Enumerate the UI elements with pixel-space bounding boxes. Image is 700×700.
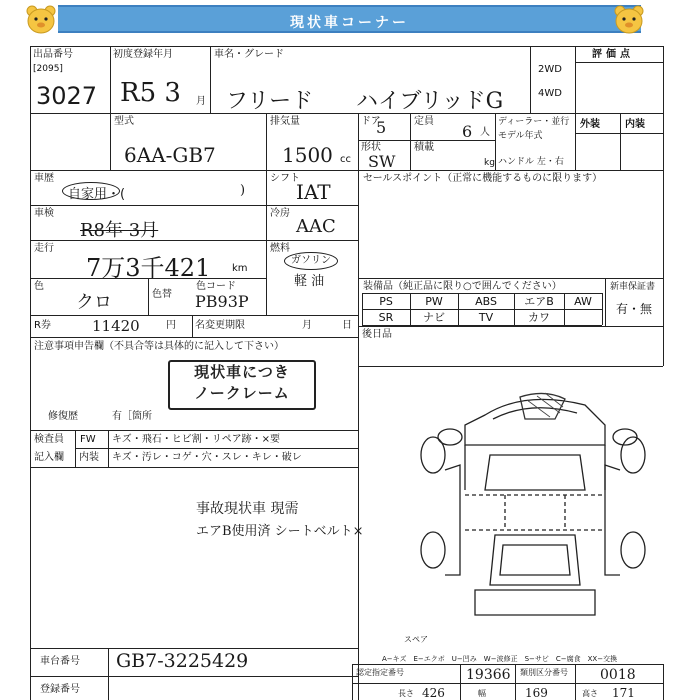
damage-legend: A−キズ E−エクボ U−凹み W−波修正 S−サビ C−腐食 XX−交換 — [382, 655, 618, 663]
recycle-value: 11420 — [92, 317, 140, 335]
reg-no-label: 登録番号 — [40, 684, 80, 695]
naiso-label: 内装 — [79, 452, 99, 463]
drive-4wd: 4WD — [538, 88, 562, 99]
drive-2wd: 2WD — [538, 64, 562, 75]
fw-label: FW — [80, 434, 96, 445]
history-close: ) — [240, 183, 246, 198]
handwritten-note-2: エアB使用済 シートベルト× — [196, 524, 364, 539]
lot-header-value: [2095] — [33, 64, 63, 74]
chassis-label: 車台番号 — [40, 656, 80, 667]
lot-no-label: 出品番号 — [33, 49, 73, 60]
model-value: フリード — [226, 89, 314, 114]
repair-value: 有［箇所 — [112, 411, 152, 422]
dealer-label: ディーラー・並行 — [498, 117, 570, 127]
sales-point-label: セールスポイント（正常に機能するものに限ります） — [363, 173, 603, 184]
color-code-value: PB93P — [195, 292, 249, 311]
doors-label: ドア — [361, 116, 381, 127]
warranty-label: 新車保証書 — [610, 282, 656, 292]
stamp-line2: ノークレーム — [194, 384, 290, 402]
recycle-label: R券 — [34, 320, 51, 331]
load-cap-label: 積載 — [414, 142, 434, 153]
body-shape-label: 形状 — [361, 142, 381, 153]
type-value: 6AA-GB7 — [124, 143, 216, 167]
body-shape-value: SW — [368, 152, 396, 171]
capacity-unit: 人 — [480, 127, 490, 138]
color-label: 色 — [34, 281, 44, 292]
handwritten-note-1: 事故現状車 現需 — [196, 501, 299, 517]
equipment-leather: カワ — [528, 311, 550, 324]
displacement-label: 排気量 — [270, 116, 300, 127]
car-damage-diagram — [405, 385, 655, 635]
fuel-label: 燃料 — [270, 243, 290, 254]
yen-unit: 円 — [166, 320, 176, 331]
in-legend: キズ・汚レ・コゲ・穴・スレ・キレ・破レ — [112, 452, 302, 463]
km-unit: km — [232, 263, 248, 274]
cert-no-label: 認定指定番号 — [356, 668, 404, 677]
title-banner — [58, 5, 641, 33]
sub-h-value: 171 — [612, 686, 635, 700]
cert-no-value: 19366 — [466, 667, 511, 683]
inspection-label: 車検 — [34, 208, 54, 219]
first-reg-label: 初度登録年月 — [113, 49, 173, 60]
equipment-navi: ナビ — [423, 311, 445, 324]
chassis-value: GB7-3225429 — [116, 650, 249, 672]
equipment-airbag: エアB — [524, 295, 554, 308]
banner-title: 現状車コーナー — [290, 15, 409, 31]
equipment-aw: AW — [574, 295, 592, 308]
doors-value: 5 — [376, 118, 387, 137]
mascot-left-icon — [24, 4, 58, 34]
equipment-label: 装備品（純正品に限り○で囲んでください） — [363, 281, 562, 292]
equipment-sr: SR — [378, 311, 394, 324]
kg-unit: kg — [484, 158, 495, 168]
grade-value: ハイブリッドG — [356, 89, 504, 114]
spare-label: スペア — [404, 635, 428, 644]
inspector-label: 検査員 — [34, 434, 64, 445]
sub-w-label: 幅 — [478, 689, 486, 698]
capacity-label: 定員 — [414, 116, 434, 127]
warranty-value: 有・無 — [616, 302, 653, 316]
sub-h-label: 高さ — [582, 689, 598, 698]
model-name-label: 車名・グレード — [214, 49, 284, 60]
sub-w-value: 169 — [525, 686, 548, 700]
color-no-label: 色替 — [152, 289, 172, 300]
displacement-value: 1500 — [282, 143, 333, 167]
mileage-label: 走行 — [34, 243, 54, 254]
mascot-right-icon — [612, 4, 646, 34]
equipment-tv: TV — [478, 311, 494, 324]
no-claim-stamp — [168, 360, 316, 410]
entry-label: 記入欄 — [34, 452, 64, 463]
sub-len-value: 426 — [422, 686, 445, 700]
repair-label: 修復歴 — [48, 411, 78, 422]
class-no-label: 類別区分番号 — [520, 668, 568, 677]
class-no-value: 0018 — [600, 667, 636, 683]
history-value: 自家用・( — [68, 187, 126, 202]
equipment-abs: ABS — [475, 295, 497, 308]
interior-label: 内装 — [625, 119, 645, 130]
equipment-ps: PS — [379, 295, 393, 308]
exterior-label: 外装 — [580, 119, 600, 130]
cc-unit: cc — [340, 154, 351, 165]
day-label: 日 — [342, 320, 352, 331]
name-change-label: 名変更期限 — [195, 320, 245, 331]
lot-number: 3027 — [36, 82, 98, 110]
month-label: 月 — [302, 320, 312, 331]
fw-legend: キズ・飛石・ヒビ割・リペア跡・×要 — [112, 434, 280, 445]
handle-label: ハンドル 左・右 — [498, 157, 564, 167]
fuel-gas: ガソリン — [291, 255, 331, 266]
first-reg-value: R5 3 — [120, 78, 181, 108]
notes-label: 注意事項申告欄（不具合等は具体的に記入して下さい） — [34, 341, 284, 352]
history-label: 車歴 — [34, 173, 54, 184]
color-code-label: 色コード — [196, 281, 236, 292]
mileage-value: 7万3千421 — [86, 254, 211, 282]
cooler-value: AAC — [296, 216, 336, 237]
shift-label: シフト — [270, 173, 300, 184]
capacity-value: 6 — [462, 122, 473, 141]
type-label: 型式 — [114, 116, 134, 127]
rear-seat-label: 後日品 — [362, 329, 392, 340]
shift-value: IAT — [296, 180, 331, 204]
inspection-value: R8年 3月 — [80, 220, 159, 241]
color-value: クロ — [76, 292, 112, 313]
equipment-pw: PW — [425, 295, 443, 308]
sub-len-label: 長さ — [398, 689, 414, 698]
model-year-label: モデル年式 — [498, 131, 543, 141]
first-reg-month: 月 — [196, 96, 206, 107]
stamp-line1: 現状車につき — [194, 363, 290, 381]
rating-label: 評価点 — [592, 49, 634, 60]
cooler-label: 冷房 — [270, 208, 290, 219]
fuel-diesel-value: 軽 油 — [294, 274, 325, 289]
